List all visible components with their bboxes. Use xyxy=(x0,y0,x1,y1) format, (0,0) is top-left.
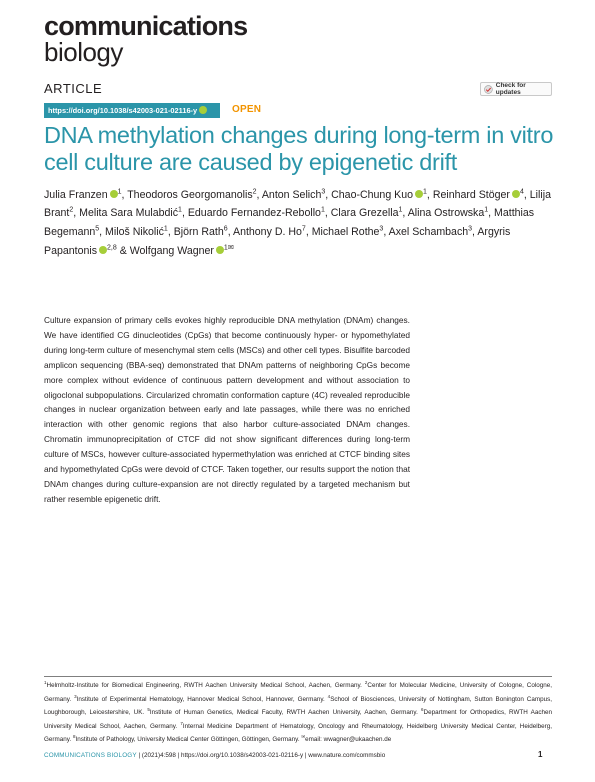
author-entry xyxy=(262,189,331,201)
author-name: Anthony D. Ho xyxy=(233,226,302,239)
author-affiliation-sup: 6 xyxy=(223,225,228,233)
affiliation-text: Internal Medicine Department of Hematology, Oncology and Rheumatology, Heidelberg University Medical Center, Heidelberg, Germany. xyxy=(44,722,552,744)
author-affiliation-sup: 1 xyxy=(484,206,489,214)
author-entry xyxy=(312,226,389,238)
author-affiliation-sup: 5 xyxy=(95,225,100,233)
author-name: Argyris Papantonis xyxy=(44,226,511,258)
author-separator: , xyxy=(402,207,408,220)
author-separator: , xyxy=(324,207,331,220)
author-separator: , xyxy=(181,207,188,220)
affiliation-number: 3 xyxy=(74,693,77,699)
affiliation-text: Institute of Experimental Hematology, Hannover Medical School, Hannover, Germany. xyxy=(76,695,328,703)
abstract: Culture expansion of primary cells evokes highly reproducible DNA methylation (DNAm) changes. We have identified CG dinucleotides (CpGs) that become continuously hyper- or hypomethylated during long-term culture of mesenchymal stem cells (MSCs) and other cell types. Bisulfite barcoded amplicon sequencing (BBA-seq) demonstrated that DNAm patterns of neighboring CpGs become more complex without evidence of continuous pattern development and without association to oligoclonal subpopulations. Circularized chromatin conformation capture (4C) revealed reproducible changes in nuclear organization between early and late passages, while there was no enriched interaction with other genomic regions that also harbor culture-associated DNAm changes. Chromatin immunoprecipitation of CTCF did not show significant differences during long-term culture of MSCs, however culture-associated hypermethylation was enriched at CTCF binding sites and hypomethylated CpGs were devoid of CTCF. Taken together, our results support the notion that DNAm changes during culture-expansion are not directly regulated by a targeted mechanism but rather resemble epigenetic drift. xyxy=(44,315,410,504)
author-separator: , xyxy=(325,188,332,201)
author-affiliation-sup: 2 xyxy=(252,188,257,195)
author-name: Melita Sara Mulabdić xyxy=(79,207,179,220)
affiliation-text: Department for Orthopedics, RWTH Aachen University Medical School, Aachen, Germany. xyxy=(44,709,553,730)
author-separator: , xyxy=(256,188,262,201)
author-entry xyxy=(408,207,494,219)
author-entry xyxy=(331,189,433,201)
footer-journal: COMMUNICATIONS BIOLOGY xyxy=(44,752,137,759)
author-name: Theodoros Georgomanolis xyxy=(127,188,253,201)
author-name: Matthias Begemann xyxy=(44,207,535,239)
affiliation-number: 5 xyxy=(147,707,150,712)
doi-text: https://doi.org/10.1038/s42003-021-02116-y xyxy=(48,106,198,115)
author-affiliation-sup: 3 xyxy=(321,188,326,195)
affiliation-text: Helmholtz-Institute for Biomedical Engineering, RWTH Aachen University Medical School, Aachen, Germany. xyxy=(46,682,365,690)
author-affiliation-sup: 1 xyxy=(163,225,168,233)
journal-name-line1: communications xyxy=(44,11,248,41)
author-affiliation-sup: 1 xyxy=(117,188,122,195)
check-updates-icon xyxy=(484,85,493,94)
author-separator: , xyxy=(73,207,80,220)
author-entry xyxy=(188,207,331,219)
orcid-icon[interactable] xyxy=(99,246,107,254)
author-name: Anton Selich xyxy=(261,188,322,201)
check-updates-label: Check for updates xyxy=(495,82,526,96)
affiliation-text: Center for Molecular Medicine, University of Cologne, Cologne, Germany. xyxy=(44,682,552,703)
affiliation-text: Institute of Pathology, University Medical Center Göttingen, Göttingen, Germany. xyxy=(75,736,302,744)
author-name: Reinhard Stöger xyxy=(432,188,510,201)
author-name: Clara Grezella xyxy=(330,207,399,220)
author-affiliation-sup: 1 xyxy=(178,206,182,214)
author-affiliation-sup: 2 xyxy=(69,206,74,214)
author-affiliation-sup: 2,8 xyxy=(107,244,117,252)
page-footer xyxy=(44,752,385,759)
author-affiliation-sup: 3 xyxy=(379,225,384,233)
author-name: Lilija Brant xyxy=(44,188,551,220)
author-entry xyxy=(127,189,262,201)
affiliation-number: 7 xyxy=(180,720,183,726)
author-separator: , xyxy=(383,226,389,239)
author-entry xyxy=(389,226,478,238)
affiliations xyxy=(44,678,552,746)
author-separator: , xyxy=(488,207,495,220)
author-entry xyxy=(433,189,530,201)
affiliation-text: School of Biosciences, University of Nottingham, Sutton Bonington Campus, Loughborough, Leicestershire, UK. xyxy=(44,695,552,717)
author-affiliation-sup: 1 xyxy=(320,206,325,214)
author-entry xyxy=(79,207,188,219)
affiliation-number: 4 xyxy=(327,693,331,699)
author-separator: , xyxy=(472,226,478,239)
author-separator: , xyxy=(167,226,174,239)
article-type-label: ARTICLE xyxy=(44,81,103,96)
author-entry xyxy=(105,226,174,238)
journal-name-line2: biology xyxy=(44,37,123,67)
author-entry xyxy=(44,189,127,201)
author-entry xyxy=(233,226,312,238)
author-affiliation-sup: 1 xyxy=(398,206,403,214)
author-affiliation-sup: 7 xyxy=(301,225,306,233)
author-list xyxy=(44,184,564,259)
orcid-icon[interactable] xyxy=(415,190,423,198)
affiliation-text: email: wwagner@ukaachen.de xyxy=(305,736,392,744)
author-name: Miloš Nikolić xyxy=(105,226,164,239)
article-title: DNA methylation changes during long-term in vitro cell culture are caused by epigenetic drift xyxy=(44,122,554,175)
doi-link[interactable] xyxy=(44,103,220,118)
author-name: Michael Rothe xyxy=(311,226,380,239)
author-separator: , xyxy=(426,188,433,201)
affiliation-text: Institute of Human Genetics, Medical Faculty, RWTH Aachen University, Aachen, Germany. xyxy=(149,709,422,717)
affiliation-number: 2 xyxy=(364,680,368,685)
author-affiliation-sup: 1✉ xyxy=(223,244,234,252)
orcid-icon[interactable] xyxy=(110,190,118,198)
author-separator: & xyxy=(116,245,130,258)
author-name: Julia Franzen xyxy=(44,188,108,201)
author-name: Björn Rath xyxy=(173,226,224,239)
author-name: Alina Ostrowska xyxy=(407,207,485,220)
affiliation-number: 8 xyxy=(72,734,76,739)
affiliation-number: ✉ xyxy=(301,734,306,739)
author-affiliation-sup: 1 xyxy=(423,188,427,195)
footer-citation: | (2021)4:598 | https://doi.org/10.1038/s42003-021-02116-y | www.nature.com/commsbio xyxy=(136,752,386,759)
author-separator: , xyxy=(227,226,233,239)
author-separator: , xyxy=(305,226,312,239)
author-name: Eduardo Fernandez-Rebollo xyxy=(187,207,321,220)
author-name: Wolfgang Wagner xyxy=(129,245,214,258)
author-entry xyxy=(130,245,234,257)
affiliation-number: 6 xyxy=(421,707,424,712)
author-entry xyxy=(174,226,233,238)
author-separator: , xyxy=(523,188,530,201)
author-separator: , xyxy=(121,188,128,201)
author-name: Chao-Chung Kuo xyxy=(331,188,414,201)
author-entry xyxy=(331,207,408,219)
open-access-label: OPEN xyxy=(232,104,262,115)
affiliation-number: 1 xyxy=(44,680,47,685)
footnote-divider xyxy=(44,676,552,677)
orcid-icon[interactable] xyxy=(512,190,520,198)
author-affiliation-sup: 3 xyxy=(468,225,473,233)
orcid-icon[interactable] xyxy=(216,246,224,254)
check-for-updates-button[interactable] xyxy=(480,82,552,96)
author-separator: , xyxy=(99,226,106,239)
open-access-icon xyxy=(199,106,207,114)
author-name: Axel Schambach xyxy=(388,226,469,239)
author-affiliation-sup: 4 xyxy=(519,188,524,195)
page-number: 1 xyxy=(538,750,543,759)
